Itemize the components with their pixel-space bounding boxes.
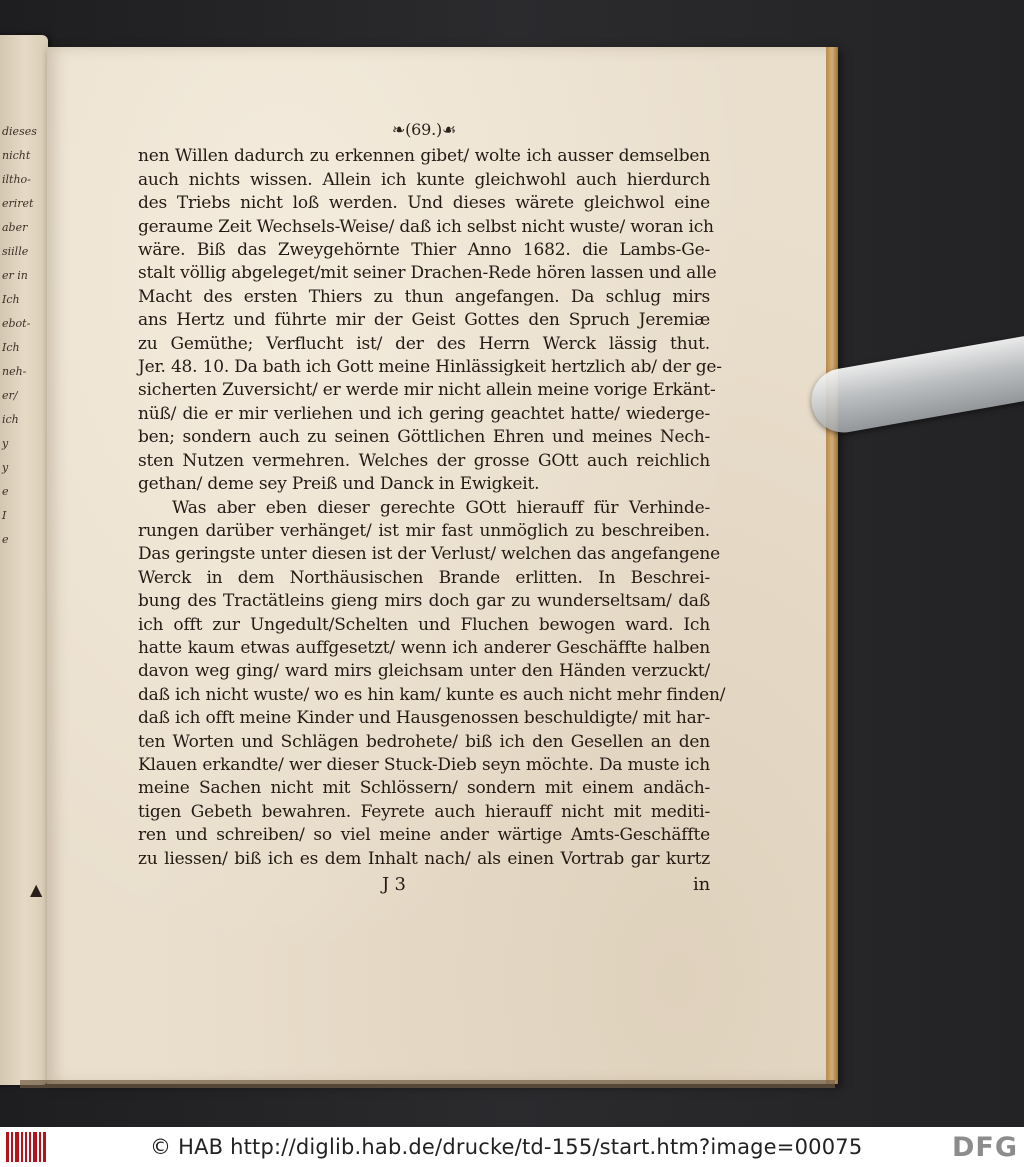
text-line: sten Nutzen vermehren. Welches der grosse GOtt auch reichlich (138, 450, 710, 471)
text-line: rungen darüber verhänget/ ist mir fast unmöglich zu beschreiben. (138, 520, 710, 541)
facing-page-fragment: y (2, 437, 9, 450)
text-line: meine Sachen nicht mit Schlössern/ sondern mit einem andäch- (138, 778, 710, 799)
text-line: daß ich offt meine Kinder und Hausgenossen beschuldigte/ mit har- (138, 708, 711, 729)
facing-page-fragment: e (2, 533, 9, 546)
text-line: sicherten Zuversicht/ er werde mir nicht allein meine vorige Erkänt- (138, 380, 716, 401)
facing-page-fragment: e (2, 485, 9, 498)
text-line: Werck in dem Northäusischen Brande erlitten. In Beschrei- (138, 567, 710, 588)
text-line: zu liessen/ biß ich es dem Inhalt nach/ als einen Vortrab gar kurtz (138, 848, 710, 869)
facing-page-fragment: eriret (2, 197, 34, 210)
text-line: nen Willen dadurch zu erkennen gibet/ wolte ich ausser demselben (138, 146, 710, 167)
text-line: stalt völlig abgeleget/mit seiner Drachen-Rede hören lassen und alle (138, 263, 717, 284)
catchword: in (693, 874, 710, 895)
facing-page-fragment: dieses (2, 125, 37, 138)
text-line: davon weg ging/ ward mirs gleichsam unter den Händen verzuckt/ (138, 661, 710, 682)
facing-page-fragment: siille (2, 245, 29, 258)
page-number-header: ❧(69.)☙ (391, 120, 457, 139)
facing-page-fragment: y (2, 461, 9, 474)
facing-page-fragment: ebot- (2, 317, 31, 330)
facing-page-fragment: iltho- (2, 173, 31, 186)
text-line: wäre. Biß das Zweygehörnte Thier Anno 1682. die Lambs-Ge- (138, 240, 710, 261)
text-line: ich offt zur Ungedult/Schelten und Fluchen bewogen ward. Ich (138, 614, 710, 635)
text-line: Klauen erkandte/ wer dieser Stuck-Dieb seyn möchte. Da muste ich (138, 754, 710, 775)
facing-page-fragment: Ich (2, 341, 20, 354)
text-line: geraume Zeit Wechsels-Weise/ daß ich selbst nicht wuste/ woran ich (138, 216, 714, 237)
text-line: daß ich nicht wuste/ wo es hin kam/ kunte es auch nicht mehr finden/ (138, 684, 726, 705)
text-line: ans Hertz und führte mir der Geist Gottes den Spruch Jeremiæ (138, 310, 710, 331)
page-fore-edge (826, 47, 838, 1084)
text-line: nüß/ die er mir verliehen und ich gering geachtet hatte/ wiederge- (138, 403, 710, 424)
text-line: hatte kaum etwas auffgesetzt/ wenn ich anderer Geschäffte halben (138, 637, 710, 658)
text-line: ten Worten und Schlägen bedrohete/ biß ich den Gesellen an den (138, 731, 710, 752)
signature-mark: J 3 (382, 874, 406, 895)
text-line: Macht des ersten Thiers zu thun angefangen. Da schlug mirs (138, 286, 710, 307)
text-line: tigen Gebeth bewahren. Feyrete auch hierauff nicht mit mediti- (138, 801, 710, 822)
margin-mark: ▲ (30, 880, 43, 899)
facing-page-fragment: Ich (2, 293, 20, 306)
text-line: auch nichts wissen. Allein ich kunte gleichwohl auch hierdurch (138, 169, 710, 190)
text-line: ren und schreiben/ so viel meine ander wärtige Amts-Geschäffte (138, 825, 710, 846)
text-line: Das geringste unter diesen ist der Verlust/ welchen das angefangene (138, 544, 720, 565)
facing-page-fragment: neh- (2, 365, 27, 378)
text-line: ben; sondern auch zu seinen Göttlichen Ehren und meines Nech- (138, 427, 710, 448)
facing-page-edge (0, 35, 48, 1085)
facing-page-fragment: I (2, 509, 7, 522)
dfg-logo: DFG (951, 1132, 1018, 1163)
page-text (138, 118, 726, 896)
copyright-link[interactable]: © HAB http://diglib.hab.de/drucke/td-155/start.htm?image=00075 (150, 1135, 863, 1159)
text-lines (138, 145, 726, 871)
text-line: Was aber eben dieser gerechte GOtt hierauff für Verhinde- (172, 497, 710, 518)
text-line: des Triebs nicht loß werden. Und dieses wärete gleichwol eine (138, 193, 710, 214)
footer-bar (0, 1127, 1024, 1167)
page-bottom-edge (20, 1080, 835, 1088)
text-line: gethan/ deme sey Preiß und Danck in Ewigkeit. (138, 474, 540, 495)
facing-page-fragment: ich (2, 413, 19, 426)
facing-page-fragment: nicht (2, 149, 31, 162)
text-line: zu Gemüthe; Verflucht ist/ der des Herrn Werck lässig thut. (138, 333, 710, 354)
hab-logo-icon (6, 1132, 46, 1162)
signature-row (138, 873, 710, 896)
facing-page-fragment: er/ (2, 389, 18, 402)
text-line: Jer. 48. 10. Da bath ich Gott meine Hinlässigkeit hertzlich ab/ der ge- (138, 357, 722, 378)
text-line: bung des Tractätleins gieng mirs doch gar zu wunderseltsam/ daß (138, 591, 710, 612)
facing-page-fragment: er in (2, 269, 28, 282)
facing-page-fragment: aber (2, 221, 28, 234)
glass-page-weight (806, 335, 1024, 438)
